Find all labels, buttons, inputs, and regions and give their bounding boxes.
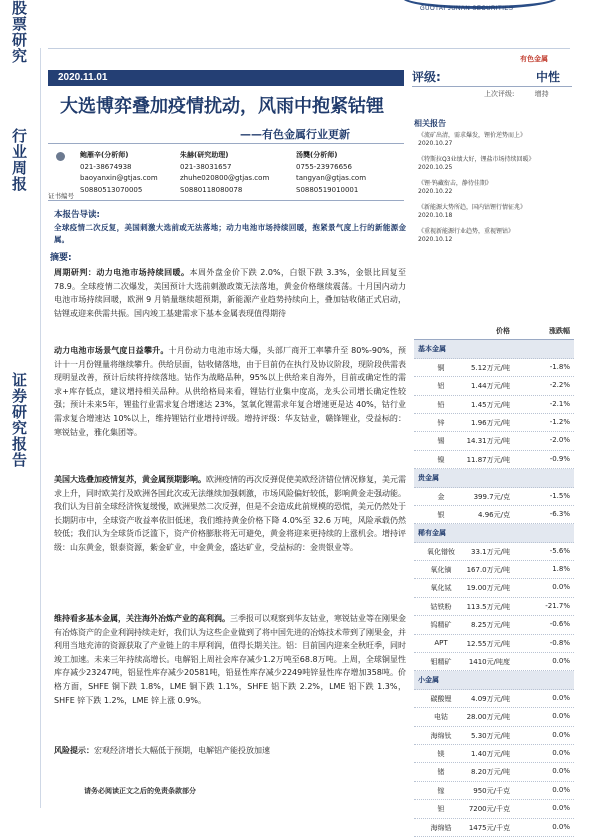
table-row	[414, 598, 574, 616]
analyst-person-icon	[56, 152, 65, 161]
related-report-date: 2020.10.12	[418, 236, 453, 243]
metal-name: 氧化镨钕	[427, 547, 455, 556]
table-row	[414, 359, 574, 377]
table-row	[414, 488, 574, 506]
guide-text: 全球疫情二次反复，美国刺激大选前或无法落地；动力电池市场持续回暖，抱紧景气度上行的新能源金属。	[54, 223, 406, 244]
analyst-2	[180, 150, 269, 196]
previous-rating-label: 上次评级:	[484, 90, 515, 98]
related-report-item[interactable]	[418, 132, 578, 148]
paragraph-text: 宏观经济增长大幅低于预期，电解铝产能投放加速	[94, 746, 270, 755]
metal-name: 钨精矿	[430, 621, 452, 630]
paragraph-gold	[54, 473, 406, 555]
title-divider	[48, 143, 404, 144]
table-row	[414, 745, 574, 763]
metal-price: 1475元/千克	[468, 823, 510, 832]
table-row	[414, 819, 574, 837]
analyst-email[interactable]: tangyan@gtjas.com	[296, 174, 367, 182]
metal-name: 锡	[437, 437, 445, 446]
metal-name: 银	[437, 510, 445, 519]
category-tag: 有色金属	[520, 55, 548, 63]
metal-change: 0.0%	[552, 730, 570, 739]
related-report-date: 2020.10.18	[418, 212, 453, 219]
table-header-row	[414, 322, 574, 340]
metal-price: 5.30万元/吨	[471, 731, 510, 740]
paragraph-lead: 风险提示：	[54, 746, 94, 755]
previous-rating	[484, 89, 549, 99]
report-title: 大选博弈叠加疫情扰动，风雨中抱紧钴锂	[60, 96, 384, 117]
metal-name: 镓	[437, 786, 445, 795]
related-report-date: 2020.10.27	[418, 140, 453, 147]
related-report-item[interactable]	[418, 204, 578, 220]
header-change: 涨跌幅	[549, 327, 570, 335]
rating-divider	[412, 86, 572, 87]
metal-name: 锗	[437, 768, 445, 777]
table-row	[414, 561, 574, 579]
metal-change: -2.1%	[549, 399, 570, 408]
metal-change: -5.6%	[549, 546, 570, 555]
paragraph-base-metals	[54, 612, 406, 707]
disclaimer-footer: 请务必阅读正文之后的免责条款部分	[84, 787, 196, 795]
paragraph-risk	[54, 744, 406, 758]
table-row	[414, 396, 574, 414]
metal-name: 碳酸锂	[430, 694, 452, 703]
related-report-item[interactable]	[418, 156, 578, 172]
metal-price: 8.25万元/吨	[471, 621, 510, 630]
metal-change: -1.5%	[549, 491, 570, 500]
metal-change: 0.0%	[552, 583, 570, 592]
rail-top-label: 股票研究	[6, 0, 30, 70]
metal-price: 7200元/千克	[468, 805, 510, 814]
metal-change: 0.0%	[552, 712, 570, 721]
metal-price: 5.12万元/吨	[471, 363, 510, 372]
metal-change: -0.8%	[549, 638, 570, 647]
analyst-phone: 021-38031657	[180, 162, 232, 171]
table-row	[414, 432, 574, 450]
analyst-email[interactable]: zhuhe020800@gtjas.com	[180, 174, 270, 182]
metal-price: 1410元/吨度	[468, 658, 510, 667]
metal-name: 氧化铽	[430, 584, 452, 593]
metal-change: 0.0%	[552, 804, 570, 813]
table-row	[414, 763, 574, 781]
metal-name: 海绵锆	[430, 823, 452, 832]
analyst-phone: 0755-23976656	[296, 162, 352, 171]
table-row	[414, 414, 574, 432]
analyst-email[interactable]: baoyanxin@gtjas.com	[80, 174, 158, 182]
related-report-date: 2020.10.22	[418, 188, 453, 195]
metal-change: -6.3%	[549, 509, 570, 518]
paragraph-lead: 维持看多基本金属，关注海外冶炼产业的高利润。	[54, 614, 230, 623]
analyst-phone: 021-38674938	[80, 162, 132, 171]
metal-name: 海绵钛	[430, 731, 452, 740]
paragraph-lead: 动力电池市场景气度日益攀升。	[54, 346, 169, 355]
metal-name: 铜	[437, 363, 445, 372]
metal-name: 金	[437, 492, 445, 501]
table-row	[414, 451, 574, 469]
metal-price: 8.20万元/吨	[471, 768, 510, 777]
table-section-title: 贵金属	[418, 474, 439, 483]
metal-price: 950元/千克	[473, 786, 510, 795]
metal-name: 钴铁粉	[430, 602, 452, 611]
metal-price: 11.87万元/吨	[466, 455, 510, 464]
table-row	[414, 800, 574, 818]
metal-name: 镍	[437, 455, 445, 464]
metal-price: 167.0万元/吨	[466, 566, 510, 575]
rating-value: 中性	[536, 70, 561, 84]
metal-change: -2.0%	[549, 436, 570, 445]
report-subtitle: ——有色金属行业更新	[240, 128, 350, 141]
related-report-title[interactable]: 《新能源大势所趋，国内钴锂行情征兆》	[418, 204, 527, 211]
table-row	[414, 653, 574, 671]
metal-price: 14.31万元/吨	[466, 437, 510, 446]
table-row	[414, 506, 574, 524]
rail-divider	[40, 48, 41, 808]
analyst-name: 汤龑(分析师)	[296, 151, 338, 159]
previous-rating-value: 增持	[534, 90, 549, 98]
rail-bottom-label: 证券研究报告	[10, 372, 28, 468]
related-report-title[interactable]: 《重视新能源行业趋势，重视锂钴》	[418, 228, 515, 235]
metal-price: 1.45万元/吨	[471, 400, 510, 409]
related-report-title[interactable]: 《特斯拉Q3业绩大好，锂盐市场持续回暖》	[418, 156, 535, 163]
related-reports-title: 相关报告	[414, 119, 446, 128]
left-rail	[0, 0, 36, 800]
table-row	[414, 690, 574, 708]
analyst-cert: S0880118080078	[180, 185, 243, 194]
metal-price: 4.09万元/吨	[471, 694, 510, 703]
paragraph-cycle	[54, 266, 406, 320]
metal-name: 镁	[437, 749, 445, 758]
table-row	[414, 377, 574, 395]
table-section-row	[414, 469, 574, 487]
metal-price: 113.5万元/吨	[466, 602, 510, 611]
table-row	[414, 782, 574, 800]
related-report-title[interactable]: 《锂·钨藏衔击，静待佳期》	[418, 180, 492, 187]
table-section-title: 小金属	[418, 676, 439, 685]
analyst-cert: S0880519010001	[296, 185, 359, 194]
summary-title: 摘要:	[50, 253, 72, 263]
brand-name: GUOTAI JUNAN SECURITIES	[420, 6, 514, 12]
paragraph-lead: 美国大选叠加疫情复苏，黄金属预期影响。	[54, 475, 206, 484]
related-report-title[interactable]: 《流矿出清，需求爆发，锂价逆势而上》	[418, 132, 527, 139]
table-row	[414, 543, 574, 561]
header-divider	[48, 48, 570, 49]
table-section-title: 基本金属	[418, 345, 446, 354]
metal-change: -1.2%	[549, 417, 570, 426]
paragraph-text: 本周外盘金价下跌 2.0%，白银下跌 3.3%，金银比回复至 78.9。全球疫情二次爆发，美国预计大选前刺激政策无法落地，黄金价格继续震荡。十月国内动力电池市场持续回暖，欧洲 9 月销量继续超预期，新能源产业趋势持续向上，叠加钴收储正式启动，钴锂或迎来供需共振。国内竣工基建需求下基本金属表现值得期待	[54, 268, 407, 318]
table-section-title: 稀有金属	[418, 529, 446, 538]
metal-change: -21.7%	[545, 601, 570, 610]
table-section-row	[414, 524, 574, 542]
metal-price: 1.44万元/吨	[471, 382, 510, 391]
metal-change: 0.0%	[552, 748, 570, 757]
metal-change: -0.9%	[549, 454, 570, 463]
related-report-item[interactable]	[418, 180, 578, 196]
analyst-name: 鲍雁辛(分析师)	[80, 151, 129, 159]
table-row	[414, 616, 574, 634]
metal-change: 1.8%	[552, 565, 570, 574]
metal-price: 1.40万元/吨	[471, 749, 510, 758]
metal-change: -2.2%	[549, 381, 570, 390]
metal-name: 电钴	[434, 713, 448, 722]
metal-change: 0.0%	[552, 822, 570, 831]
table-section-row	[414, 671, 574, 689]
metal-change: 0.0%	[552, 693, 570, 702]
paragraph-text: 欧洲疫情的再次反弹促使美欧经济错位情况修复，美元需求上升，同时欧美行及欧洲各国此次或无法继续加强刺激，市场风险偏好较低，影响黄金走强动能。我们认为目前全球经济恢复缓慢，欧洲果然二次反弹，但是不会造成此前规模的恐慌，美元仍然处于长期阴市中，全球资产收益率依旧低迷，我们维持黄金价格下降 4.0%至 32.6 万吨，风险承载仍然较低；我们认为全球货币泛滥下，资产价格膨胀将无可避免，黄金将迎来更持续的上涨机会。增持评级：山东黄金，银泰资源，紫金矿业，中金黄金，盛达矿业，受益标的：金贵银业等。	[54, 475, 406, 552]
metal-name: 氧化镝	[430, 566, 452, 575]
metal-price: 4.96元/克	[478, 510, 510, 519]
metal-price: 19.00万元/吨	[466, 584, 510, 593]
metal-price: 33.1万元/吨	[471, 547, 510, 556]
metal-name: 钽	[437, 805, 445, 814]
metal-name: APT	[434, 638, 448, 647]
price-table	[414, 322, 574, 837]
metal-name: 钼精矿	[430, 658, 452, 667]
paragraph-lead: 周期研判：动力电池市场持续回暖。	[54, 268, 190, 277]
table-row	[414, 727, 574, 745]
metal-change: -1.8%	[549, 362, 570, 371]
report-date: 2020.11.01	[58, 72, 108, 83]
metal-price: 28.00万元/吨	[466, 713, 510, 722]
analyst-divider	[48, 200, 404, 201]
metal-change: 0.0%	[552, 657, 570, 666]
table-section-row	[414, 340, 574, 358]
related-report-date: 2020.10.25	[418, 164, 453, 171]
guide-title: 本报告导读:	[54, 210, 100, 220]
related-report-item[interactable]	[418, 228, 578, 244]
paragraph-text: 十月份动力电池市场大爆，头部厂商开工率攀升至 80%-90%，预计十一月份锂量将继续攀升。供给层面，钴收储落地，由于目前仍在执行及协议阶段，现阶段供需表现明显改善，预计后续将持续落地。钴作为战略品种，95%以上供给来自海外，目前或确定性的需求+库存低点，建议增持相关品种。从供给格局来看，锂钴行业集中度高，龙头公司增长确定性较强；预计未来5年，锂盐行业需求复合增速达 23%，氢氧化锂需求年复合增速更是达 40%，钴行业需求复合增速达 10%以上，维持锂钴行业增持评级。增持评级：华友钴业，赣锋锂业，受益标的：寒锐钴业，雅化集团等。	[54, 346, 406, 437]
analyst-3	[296, 150, 366, 196]
metal-price: 12.55万元/吨	[466, 639, 510, 648]
table-row	[414, 708, 574, 726]
analyst-name: 朱赫(研究助理)	[180, 151, 229, 159]
metal-price: 399.7元/克	[473, 492, 510, 501]
metal-name: 铝	[437, 382, 445, 391]
metal-change: 0.0%	[552, 767, 570, 776]
paragraph-battery	[54, 344, 406, 439]
metal-name: 锌	[437, 418, 445, 427]
metal-name: 铅	[437, 400, 445, 409]
table-row	[414, 635, 574, 653]
table-row	[414, 579, 574, 597]
header-price: 价格	[496, 327, 510, 335]
metal-change: -0.6%	[549, 620, 570, 629]
metal-change: 0.0%	[552, 785, 570, 794]
cert-label: 证书编号	[48, 192, 74, 200]
rating-label: 评级:	[412, 70, 441, 84]
analyst-cert: S0880513070005	[80, 185, 143, 194]
paragraph-text: 三季报可以观察到华友钴业，寒锐钴业等在刚果金有冶炼资产的企业利润持续走好，我们认为这些企业做到了将中国先进的冶炼技术带到了刚果金，并利用当地充沛的资源获取了产业链上的丰厚利润，值得长期关注。铝：目前国内迎来全秋旺季，同时竣工加速。未来三年持续高增长。电解铝上周社会库存减少1.2万吨至68.8万吨。上周，全球铜显性库存减少23247吨，铝显性库存减少20581吨，铅显性库存减少2249吨锌显性库存增加358吨。价格方面，SHFE 铜下跌 1.8%，LME 铜下跌 1.1%，SHFE 铝下跌 2.2%，LME 铝下跌 1.3%，SHFE 锌下跌 1.2%，LME 锌上涨 0.9%。	[54, 614, 406, 705]
analyst-1	[80, 150, 158, 196]
rail-mid-label: 行业周报	[10, 128, 28, 192]
metal-price: 1.96万元/吨	[471, 418, 510, 427]
